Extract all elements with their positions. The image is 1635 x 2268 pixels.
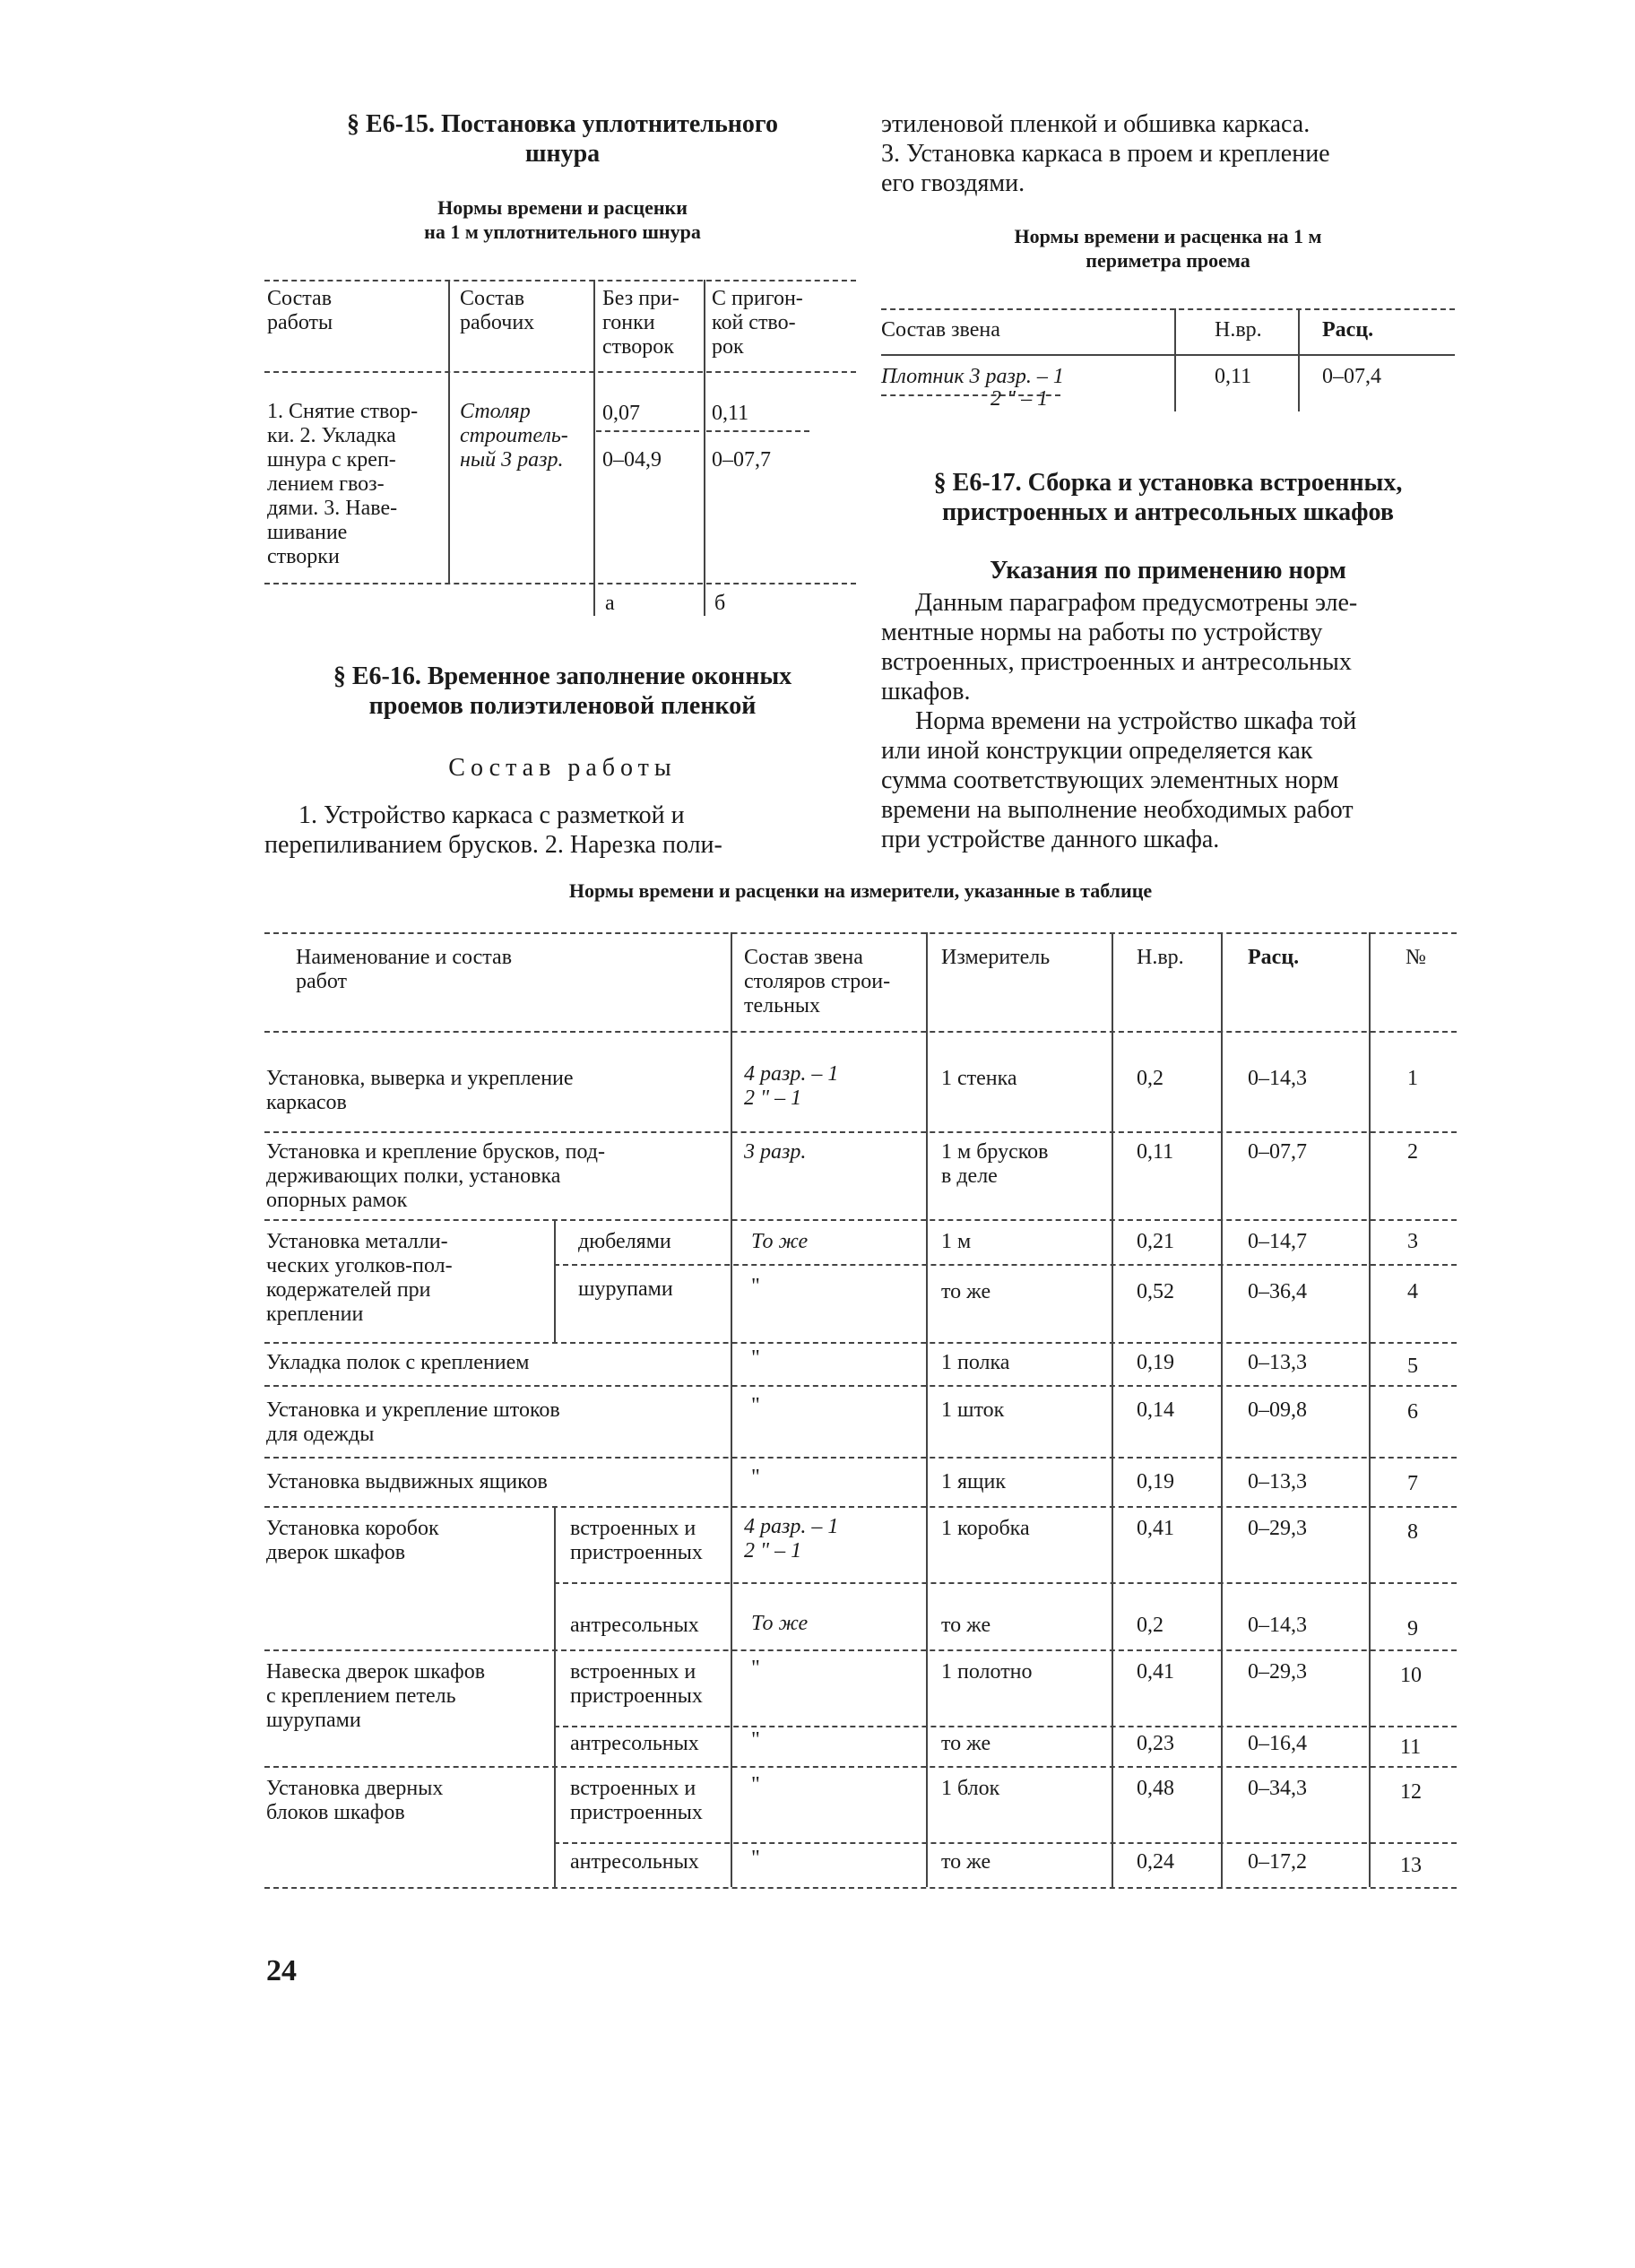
table-row-6-unit: 1 шток — [941, 1398, 1005, 1422]
t3-header-hours: Н.вр. — [1137, 946, 1184, 969]
table-row-11-rate: 0–16,4 — [1248, 1732, 1307, 1755]
table-row-2-unit: 1 м брусков в деле — [941, 1140, 1049, 1188]
table-row-6-hours: 0,14 — [1137, 1398, 1174, 1422]
table-row-13-rate: 0–17,2 — [1248, 1850, 1307, 1874]
table-row-12-unit: 1 блок — [941, 1777, 1000, 1800]
table-row-10-hours: 0,41 — [1137, 1660, 1174, 1684]
table-row-1-rate: 0–14,3 — [1248, 1067, 1307, 1090]
table-row-13-crew: " — [751, 1847, 760, 1870]
table-row-3-crew: То же — [751, 1230, 809, 1253]
table-row-9-rate: 0–14,3 — [1248, 1614, 1307, 1637]
table-row-2-hours: 0,11 — [1137, 1140, 1174, 1164]
table-row-10-num: 10 — [1400, 1664, 1422, 1687]
table-row-4-num: 4 — [1407, 1280, 1418, 1303]
t1-col-a-label: а — [605, 592, 615, 615]
t1-a-hours: 0,07 — [602, 402, 640, 425]
table-row-9-crew: То же — [751, 1612, 809, 1635]
table-row-11-unit: то же — [941, 1732, 991, 1755]
table-row-11-hours: 0,23 — [1137, 1732, 1174, 1755]
table-row-8-rate: 0–29,3 — [1248, 1517, 1307, 1540]
table-group-10-name: Навеска дверок шкафов с креплением петель шурупами — [266, 1660, 486, 1732]
table-row-3-rate: 0–14,7 — [1248, 1230, 1307, 1253]
table-row-1-num: 1 — [1407, 1067, 1418, 1090]
table-row-2-num: 2 — [1407, 1140, 1418, 1164]
section-e6-15-title: § Е6-15. Постановка уплотнительного шнура — [347, 110, 778, 168]
t1-header-workers: Состав рабочих — [460, 287, 535, 334]
table-row-10-unit: 1 полотно — [941, 1660, 1033, 1684]
t1-col-b-label: б — [714, 592, 726, 615]
table1-caption: Нормы времени и расценки на 1 м уплотнительного шнура — [424, 196, 701, 243]
table-row-11-crew: " — [751, 1728, 760, 1752]
section-e6-16-title: § Е6-16. Временное заполнение оконных проемов полиэтиленовой пленкой — [333, 662, 792, 720]
table-row-10-crew: " — [751, 1657, 760, 1680]
table-row-7-name: Установка выдвижных ящиков — [266, 1470, 548, 1493]
t3-header-name: Наименование и состав работ — [296, 946, 513, 993]
table-group-12-sub1: встроенных и пристроенных — [570, 1777, 703, 1824]
table-row-4-unit: то же — [941, 1280, 991, 1303]
table-row-5-unit: 1 полка — [941, 1351, 1010, 1374]
table-row-3-hours: 0,21 — [1137, 1230, 1174, 1253]
table-group-8-sub2: антресольных — [570, 1614, 699, 1637]
t3-header-unit: Измеритель — [941, 946, 1051, 969]
table-row-11-num: 11 — [1400, 1736, 1422, 1759]
table-group-10-sub1: встроенных и пристроенных — [570, 1660, 703, 1708]
t2-hours: 0,11 — [1215, 365, 1252, 388]
table3-caption: Нормы времени и расценки на измерители, указанные в таблице — [568, 879, 1153, 902]
table-row-12-rate: 0–34,3 — [1248, 1777, 1307, 1800]
table-group-3-name: Установка металли- ческих уголков-пол- кодержателей при креплении — [266, 1230, 453, 1326]
table-row-8-unit: 1 коробка — [941, 1517, 1030, 1540]
t1-work-description: 1. Снятие створ- ки. 2. Укладка шнура с креп- лением гвоз- дями. 3. Наве- шивание створки — [267, 400, 419, 568]
s17-subtitle: Указания по применению норм — [990, 557, 1346, 584]
table-row-13-num: 13 — [1400, 1854, 1422, 1877]
table-row-9-hours: 0,2 — [1137, 1614, 1164, 1637]
table-row-2-crew: 3 разр. — [744, 1140, 807, 1164]
table-row-7-crew: " — [751, 1466, 760, 1489]
table-row-3-unit: 1 м — [941, 1230, 972, 1253]
t1-b-rate: 0–07,7 — [712, 448, 771, 472]
t3-header-num: № — [1406, 946, 1426, 969]
t1-header-no-fit: Без при- гонки створок — [602, 287, 679, 359]
table-row-4-crew: " — [751, 1275, 760, 1298]
page-number: 24 — [266, 1954, 297, 1987]
table-group-3-sub2: шурупами — [578, 1277, 673, 1301]
section-e6-17-title: § Е6-17. Сборка и установка встроенных, пристроенных и антресольных шкафов — [933, 469, 1403, 526]
s17-paragraph-2: Норма времени на устройство шкафа той или иной конструкции определяется как сумма соответствующих элементных норм времени на выполнение необходимых работ при устройстве данного шкафа. — [881, 707, 1357, 853]
t2-crew-row1: Плотник 3 разр. – 1 — [881, 365, 1064, 388]
table2-caption: Нормы времени и расценка на 1 м периметра проема — [1014, 225, 1322, 272]
table-row-13-hours: 0,24 — [1137, 1850, 1174, 1874]
table-row-5-num: 5 — [1407, 1355, 1418, 1378]
table-row-1-unit: 1 стенка — [941, 1067, 1017, 1090]
table-row-6-num: 6 — [1407, 1400, 1418, 1424]
table-row-4-hours: 0,52 — [1137, 1280, 1174, 1303]
table-row-9-unit: то же — [941, 1614, 991, 1637]
table-row-4-rate: 0–36,4 — [1248, 1280, 1307, 1303]
table-row-2-rate: 0–07,7 — [1248, 1140, 1307, 1164]
t1-b-hours: 0,11 — [712, 402, 749, 425]
table-row-10-rate: 0–29,3 — [1248, 1660, 1307, 1684]
t1-header-work: Состав работы — [267, 287, 333, 334]
s17-paragraph-1: Данным параграфом предусмотрены эле- ментные нормы на работы по устройству встроенных, пристроенных и антресольных шкафов. — [881, 589, 1358, 706]
t3-header-crew: Состав звена столяров строи- тельных — [744, 946, 891, 1017]
table-row-7-unit: 1 ящик — [941, 1470, 1007, 1493]
table-row-8-num: 8 — [1407, 1520, 1418, 1544]
table-row-5-rate: 0–13,3 — [1248, 1351, 1307, 1374]
table-row-12-crew: " — [751, 1773, 760, 1796]
table-row-1-hours: 0,2 — [1137, 1067, 1164, 1090]
t2-rate: 0–07,4 — [1322, 365, 1381, 388]
table-group-12-sub2: антресольных — [570, 1850, 699, 1874]
table-row-5-hours: 0,19 — [1137, 1351, 1174, 1374]
t2-header-rate: Расц. — [1322, 318, 1374, 342]
table-group-12-name: Установка дверных блоков шкафов — [266, 1777, 444, 1824]
table-row-12-hours: 0,48 — [1137, 1777, 1174, 1800]
table-row-3-num: 3 — [1407, 1230, 1418, 1253]
table-group-3-sub1: дюбелями — [578, 1230, 671, 1253]
table-row-9-num: 9 — [1407, 1617, 1418, 1640]
s16-text: 1. Устройство каркаса с разметкой и перепиливанием брусков. 2. Нарезка поли- — [264, 801, 722, 859]
s16-subtitle: Состав работы — [448, 754, 677, 782]
t2-crew-row2: 2 " – 1 — [991, 387, 1049, 411]
t2-header-crew: Состав звена — [881, 318, 1000, 342]
table-row-1-crew: 4 разр. – 1 2 " – 1 — [744, 1062, 839, 1110]
table-row-6-rate: 0–09,8 — [1248, 1398, 1307, 1422]
table-row-5-crew: " — [751, 1346, 760, 1370]
table-row-7-num: 7 — [1407, 1472, 1418, 1495]
table-group-10-sub2: антресольных — [570, 1732, 699, 1755]
table-row-1-name: Установка, выверка и укрепление каркасов — [266, 1067, 574, 1114]
table-row-8-crew: 4 разр. – 1 2 " – 1 — [744, 1515, 839, 1562]
table-group-8-sub1: встроенных и пристроенных — [570, 1517, 703, 1564]
table-row-5-name: Укладка полок с креплением — [266, 1351, 530, 1374]
t3-header-rate: Расц. — [1248, 946, 1300, 969]
s16-continuation: этиленовой пленкой и обшивка каркаса. 3. Установка каркаса в проем и крепление его гвоздями. — [881, 110, 1330, 197]
table-row-7-rate: 0–13,3 — [1248, 1470, 1307, 1493]
t1-header-with-fit: С пригон- кой ство- рок — [712, 287, 803, 359]
table-row-7-hours: 0,19 — [1137, 1470, 1174, 1493]
t1-a-rate: 0–04,9 — [602, 448, 662, 472]
table-row-6-name: Установка и укрепление штоков для одежды — [266, 1398, 560, 1446]
t1-workers: Столяр строитель- ный 3 разр. — [460, 400, 568, 472]
table-row-12-num: 12 — [1400, 1780, 1422, 1804]
table-row-2-name: Установка и крепление брусков, под- держивающих полки, установка опорных рамок — [266, 1140, 605, 1212]
table-group-8-name: Установка коробок дверок шкафов — [266, 1517, 439, 1564]
table-row-6-crew: " — [751, 1394, 760, 1417]
table-row-8-hours: 0,41 — [1137, 1517, 1174, 1540]
t2-header-hours: Н.вр. — [1215, 318, 1262, 342]
table-row-13-unit: то же — [941, 1850, 991, 1874]
